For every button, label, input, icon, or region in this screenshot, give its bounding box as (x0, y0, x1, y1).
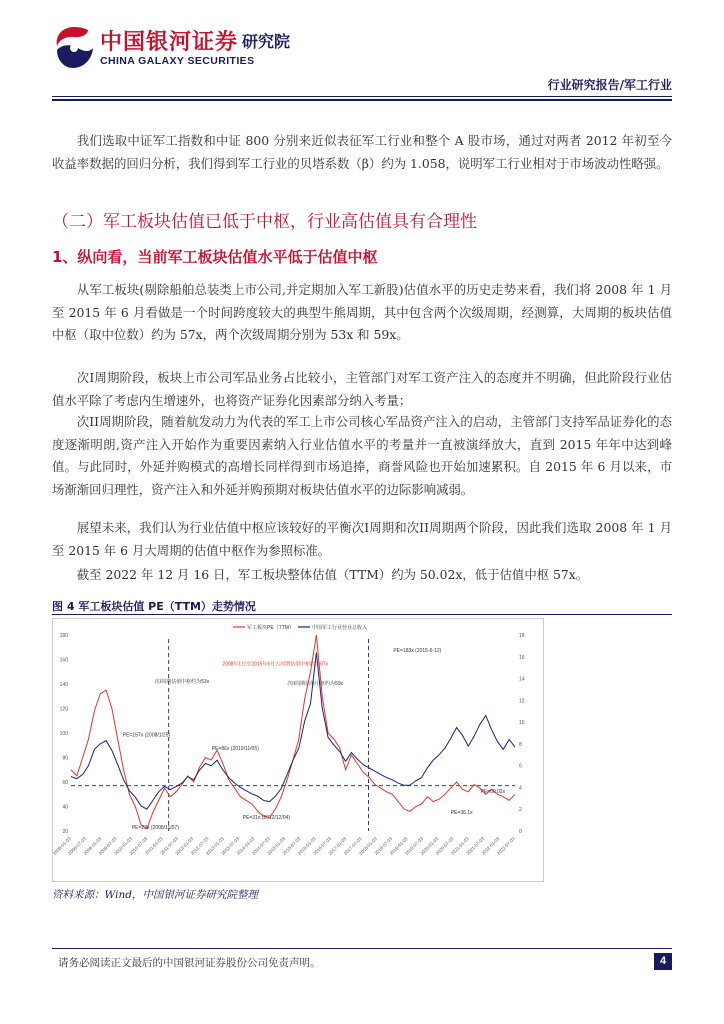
figure-divider (52, 614, 672, 615)
x-tick-label: 2016-01-03 (296, 836, 317, 856)
pe-chart (52, 618, 544, 882)
x-tick-label: 2022-07-03 (495, 836, 516, 856)
y-right-tick-label: 14 (519, 676, 525, 683)
chart-annotation: PE=31x (2012/12/04) (242, 814, 291, 821)
x-tick-label: 2014-01-03 (235, 836, 256, 856)
x-tick-label: 2010-07-03 (128, 836, 149, 856)
x-tick-label: 2009-07-03 (97, 836, 118, 856)
x-tick-label: 2014-07-03 (250, 836, 271, 856)
section-title: （二）军工板块估值已低于中枢，行业高估值具有合理性 (52, 212, 477, 232)
intro-paragraph: 我们选取中证军工指数和中证 800 分别来近似表征军工行业和整个 A 股市场，通过对两者 2012 年初至今收益率数据的回归分析，我们得到军工行业的贝塔系数（β）约为 1.058，说明军工行业相对于市场波动性略强。 (52, 133, 672, 171)
body-paragraph: 次II周期阶段，随着航发动力为代表的军工上市公司核心军品资产注入的启动，主管部门支持军品证券化的态度逐渐明朗,资产注入开始作为重要因素纳入行业估值水平的考量并一直被演绎放大，直到 2015 年年中达到峰值。与此同时，外延并购模式的高增长同样得到市场追捧，商誉风险也开始加速累积。自 2015 年 6 月以来，市场渐渐回归理性，资产注入和外延并购预期对板块估值水平的边际影响减弱。 (52, 414, 672, 497)
x-tick-label: 2016-07-03 (312, 836, 332, 856)
x-tick-label: 2012-01-03 (174, 836, 195, 856)
y-left-tick-label: 60 (62, 780, 68, 786)
chart-annotation: PE=36.1x (450, 809, 473, 816)
figure-source: 资料来源：Wind，中国银河证券研究院整理 (52, 889, 258, 901)
footer-divider (52, 948, 672, 949)
y-right-tick-label: 6 (519, 763, 522, 770)
chart-annotation: PE=86x (2010/11/05) (211, 746, 259, 753)
x-tick-label: 2020-01-03 (419, 836, 440, 856)
y-left-tick-label: 160 (59, 657, 68, 664)
body-paragraph: 次I周期阶段，板块上市公司军品业务占比较小，主管部门对军工资产注入的态度并不明确，但此阶段行业估值水平除了考虑内生增速外，也将资产证券化因素部分纳入考量； (52, 370, 672, 408)
legend-label: 军工板块PE（TTM） (247, 625, 294, 631)
x-tick-label: 2019-01-03 (388, 836, 409, 856)
x-tick-label: 2018-07-03 (373, 836, 394, 856)
x-tick-label: 2018-01-03 (358, 836, 378, 856)
figure-title: 图 4 军工板块估值 PE（TTM）走势情况 (52, 600, 256, 613)
x-tick-label: 2022-01-03 (480, 836, 501, 856)
x-tick-label: 2012-07-03 (189, 836, 210, 856)
logo-english-name: CHINA GALAXY SECURITIES (100, 55, 255, 67)
x-tick-label: 2008-01-03 (53, 836, 72, 856)
x-tick-label: 2020-07-03 (434, 836, 455, 856)
y-left-tick-label: 80 (62, 755, 68, 762)
y-left-tick-label: 180 (59, 633, 68, 639)
chart-annotation: PE=183x (2015-6-12) (393, 648, 442, 655)
y-left-tick-label: 40 (62, 804, 68, 811)
y-right-tick-label: 0 (519, 829, 522, 835)
y-right-tick-label: 18 (519, 633, 525, 639)
x-tick-label: 2013-07-03 (220, 836, 241, 856)
body-paragraph: 截至 2022 年 12 月 16 日，军工板块整体估值（TTM）约为 50.02x，低于估值中枢 57x。 (76, 567, 589, 582)
body-paragraph: 展望未来，我们认为行业估值中枢应该较好的平衡次I周期和次II周期两个阶段，因此我们选取 2008 年 1 月至 2015 年 6 月大周期的估值中枢作为参照标准。 (52, 520, 672, 558)
logo-chinese-name: 中国银河证券 (100, 30, 239, 55)
y-right-tick-label: 10 (519, 720, 525, 727)
chart-annotation: 次II周期估值中枢约为59x (287, 681, 344, 688)
x-tick-label: 2009-01-03 (82, 836, 103, 856)
y-right-tick-label: 16 (519, 654, 525, 661)
body-paragraph: 从军工板块(剔除船舶总装类上市公司,并定期加入军工新股)估值水平的历史走势来看，我们将 2008 年 1 月至 2015 年 6 月看做是一个时间跨度较大的典型牛熊周期，其中包含两个次级周期，经测算，大周期的板块估值中枢（取中位数）约为 57x，两个次级周期分别为 53x 和 59x。 (52, 282, 672, 342)
x-tick-label: 2008-07-03 (67, 836, 88, 856)
chart-annotation: PE=157x (2008/1/25) (122, 732, 171, 739)
chart-annotation: 次I周期估值中枢约为53x (154, 678, 210, 685)
x-tick-label: 2013-01-03 (204, 836, 225, 856)
x-tick-label: 2021-01-03 (449, 836, 470, 856)
chart-annotation: PE=22x (2008/11/07) (131, 825, 179, 831)
report-type: 行业研究报告/军工行业 (547, 78, 672, 92)
legend-label: 中国军工行业营业总收入 (312, 625, 368, 631)
x-tick-label: 2021-07-03 (465, 836, 486, 856)
galaxy-logo-icon (52, 24, 96, 72)
x-tick-label: 2010-01-03 (113, 836, 133, 856)
y-right-tick-label: 4 (519, 785, 522, 792)
chart-canvas (53, 619, 543, 881)
header-divider (52, 96, 672, 97)
chart-annotation: 2008年1月至2015年6月大周期估值中枢约为57x (222, 661, 329, 668)
y-right-tick-label: 12 (519, 698, 525, 705)
x-tick-label: 2011-07-03 (159, 836, 179, 856)
x-tick-label: 2015-07-03 (281, 836, 302, 856)
x-tick-label: 2011-01-03 (143, 836, 164, 856)
header-divider-thick (52, 99, 672, 101)
y-left-tick-label: 140 (59, 682, 68, 688)
company-logo (52, 24, 312, 72)
x-tick-label: 2017-01-03 (327, 836, 348, 856)
x-tick-label: 2019-07-03 (404, 836, 424, 856)
y-left-tick-label: 100 (59, 731, 68, 737)
footer-disclaimer: 请务必阅读正文最后的中国银河证券股份公司免责声明。 (58, 957, 321, 969)
y-right-tick-label: 8 (519, 741, 522, 748)
chart-annotation: PE=50.02x (480, 789, 506, 796)
y-right-tick-label: 2 (519, 807, 522, 814)
x-tick-label: 2015-01-03 (266, 836, 287, 856)
y-left-tick-label: 20 (62, 829, 68, 835)
y-left-tick-label: 120 (59, 706, 68, 713)
page-number: 4 (654, 953, 672, 970)
x-tick-label: 2017-07-03 (342, 836, 363, 856)
subsection-title: 1、纵向看，当前军工板块估值水平低于估值中枢 (52, 248, 378, 266)
institute-label: 研究院 (242, 32, 291, 51)
